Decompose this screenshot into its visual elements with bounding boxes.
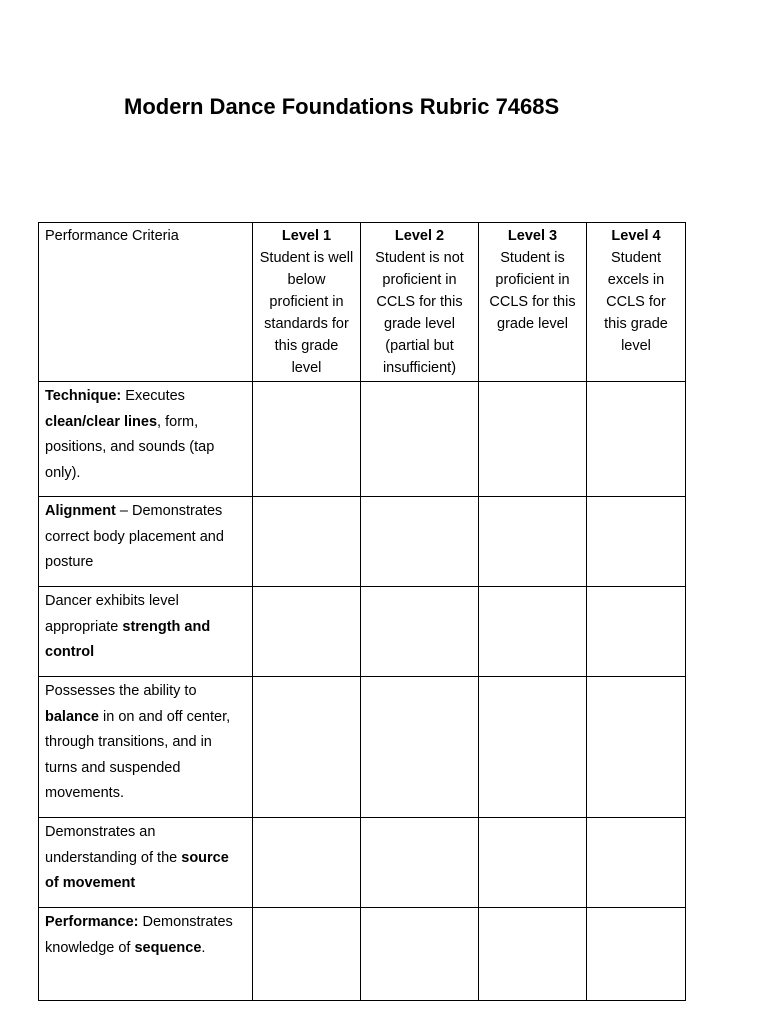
criteria-text: strength and control [45,618,211,660]
criteria-text: Possesses the ability to [45,683,197,699]
page-title: Modern Dance Foundations Rubric 7468S [124,94,560,119]
criteria-row-strength [39,587,686,677]
criteria-strength [39,587,253,677]
criteria-alignment [39,497,253,587]
level-3-description: Student is proficient in CCLS for this grade level [489,250,576,332]
level-3-name: Level 3 [507,228,558,244]
criteria-source [39,818,253,908]
score-cell[interactable] [587,908,686,1001]
score-cell[interactable] [479,818,587,908]
criteria-text: balance [45,708,99,725]
criteria-row-alignment [39,497,686,587]
criteria-header: Performance Criteria [39,223,253,382]
criteria-text: Executes [121,388,185,404]
level-1-name: Level 1 [281,228,332,244]
rubric-header-row [39,223,686,382]
score-cell[interactable] [587,677,686,818]
score-cell[interactable] [253,677,361,818]
criteria-balance [39,677,253,818]
criteria-row-performance [39,908,686,1001]
criteria-text: sequence [134,939,202,956]
score-cell[interactable] [361,677,479,818]
criteria-text: in on and off center, through transitions, and in turns and suspended movements. [45,708,231,801]
criteria-text: Alignment [45,503,116,519]
score-cell[interactable] [253,587,361,677]
criteria-text: Performance: [45,914,139,930]
criteria-row-source [39,818,686,908]
score-cell[interactable] [587,382,686,497]
criteria-text: Technique: [45,388,122,404]
score-cell[interactable] [253,497,361,587]
criteria-row-balance [39,677,686,818]
criteria-row-technique [39,382,686,497]
level-2-description: Student is not proficient in CCLS for this grade level (partial but insufficient) [375,250,464,376]
level-4-name: Level 4 [611,228,661,244]
score-cell[interactable] [479,677,587,818]
criteria-text: , form, positions, and sounds (tap only). [45,413,215,481]
score-cell[interactable] [479,497,587,587]
score-cell[interactable] [479,382,587,497]
level-1-header [253,223,361,382]
criteria-text: Demonstrates an understanding of the [45,824,182,866]
level-2-header [361,223,479,382]
level-2-name: Level 2 [394,228,445,244]
score-cell[interactable] [253,908,361,1001]
score-cell[interactable] [253,818,361,908]
score-cell[interactable] [587,818,686,908]
criteria-technique [39,382,253,497]
level-4-description: Student excels in CCLS for this grade level [604,250,668,354]
criteria-text: . [201,939,206,956]
score-cell[interactable] [361,382,479,497]
score-cell[interactable] [361,587,479,677]
criteria-performance [39,908,253,1001]
level-1-description: Student is well below proficient in standards for this grade level [259,250,354,376]
score-cell[interactable] [479,587,587,677]
score-cell[interactable] [361,497,479,587]
level-4-header [587,223,686,382]
criteria-text: – Demonstrates correct body placement and posture [45,503,224,570]
score-cell[interactable] [587,497,686,587]
score-cell[interactable] [361,818,479,908]
score-cell[interactable] [361,908,479,1001]
score-cell[interactable] [253,382,361,497]
criteria-text: clean/clear lines [45,413,158,430]
level-3-header [479,223,587,382]
criteria-text: Dancer exhibits level appropriate [45,593,179,635]
rubric-table [38,222,686,1001]
criteria-text: Demonstrates knowledge of [45,914,233,956]
criteria-text: source of movement [45,849,229,891]
score-cell[interactable] [479,908,587,1001]
score-cell[interactable] [587,587,686,677]
